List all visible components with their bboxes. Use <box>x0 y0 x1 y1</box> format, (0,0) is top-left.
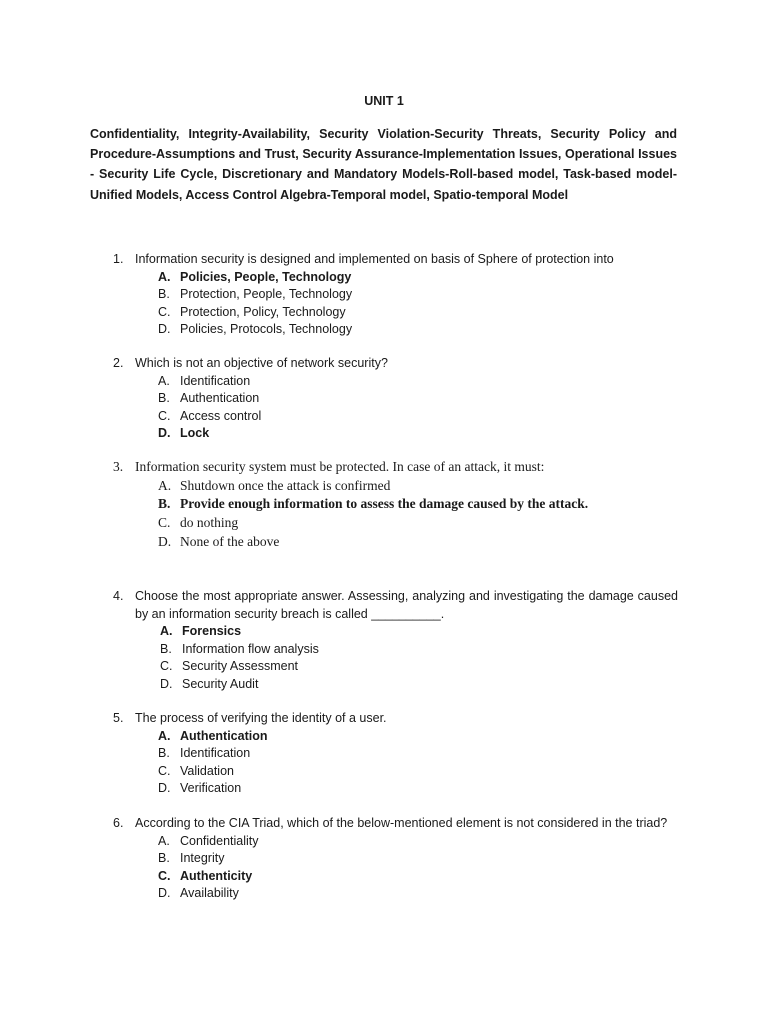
question-text: According to the CIA Triad, which of the below-mentioned element is not considered in the triad? <box>135 816 668 830</box>
question-5 <box>113 710 678 798</box>
question-text: Information security system must be protected. In case of an attack, it must: <box>135 459 545 474</box>
option-a: A. Identification <box>158 373 251 388</box>
question-text: The process of verifying the identity of a user. <box>135 711 387 725</box>
option-a: A. Shutdown once the attack is confirmed <box>158 477 391 493</box>
question-text: Information security is designed and implemented on basis of Sphere of protection into <box>135 252 614 266</box>
question-number: 1. <box>113 252 124 266</box>
option-b: B. Information flow analysis <box>160 641 319 656</box>
option-c: C. Protection, Policy, Technology <box>158 304 346 319</box>
question-text: Choose the most appropriate answer. Assessing, analyzing and investigating the damage caused by an information security breach is called __________. <box>135 589 678 621</box>
option-b: B. Identification <box>158 746 251 760</box>
option-c: C. do nothing <box>158 515 239 531</box>
option-b: B. Integrity <box>158 851 225 865</box>
option-c: C. Validation <box>158 763 234 778</box>
question-number: 3. <box>113 459 124 474</box>
option-c: C. Security Assessment <box>160 659 299 673</box>
unit-title: UNIT 1 <box>364 94 404 108</box>
question-number: 2. <box>113 356 124 370</box>
question-number: 4. <box>113 589 124 603</box>
option-b-correct: B. Provide enough information to assess the damage caused by the attack. <box>158 496 589 512</box>
question-2 <box>113 355 678 443</box>
option-b: B. Protection, People, Technology <box>158 287 353 301</box>
option-d: D. Policies, Protocols, Technology <box>158 322 353 336</box>
option-d: D. None of the above <box>158 533 280 549</box>
option-d-correct: D. Lock <box>158 426 210 440</box>
question-3 <box>113 458 678 552</box>
option-d: D. Availability <box>158 886 239 900</box>
question-number: 6. <box>113 816 124 830</box>
question-text: Which is not an objective of network security? <box>135 356 388 370</box>
question-4 <box>113 588 678 693</box>
option-c-correct: C. Authenticity <box>158 868 253 883</box>
option-c: C. Access control <box>158 408 262 423</box>
question-1 <box>113 251 678 339</box>
option-a-correct: A. Policies, People, Technology <box>158 269 352 284</box>
question-number: 5. <box>113 711 124 725</box>
question-6 <box>113 815 678 903</box>
topics-paragraph: Confidentiality, Integrity-Availability, Security Violation-Security Threats, Security Policy and Procedure-Assumptions and Trust, Security Assurance-Implementation Issues, Operational Issues - Security Life Cycle, Discretionary and Mandatory Models-Roll-based model, Task-based model-Unified Models, Access Control Algebra-Temporal model, Spatio-temporal Model <box>90 127 677 202</box>
option-b: B. Authentication <box>158 391 260 405</box>
option-a: A. Confidentiality <box>158 833 259 848</box>
option-a-correct: A. Forensics <box>160 624 242 638</box>
option-d: D. Verification <box>158 781 242 795</box>
option-d: D. Security Audit <box>160 676 259 691</box>
option-a-correct: A. Authentication <box>158 728 268 743</box>
